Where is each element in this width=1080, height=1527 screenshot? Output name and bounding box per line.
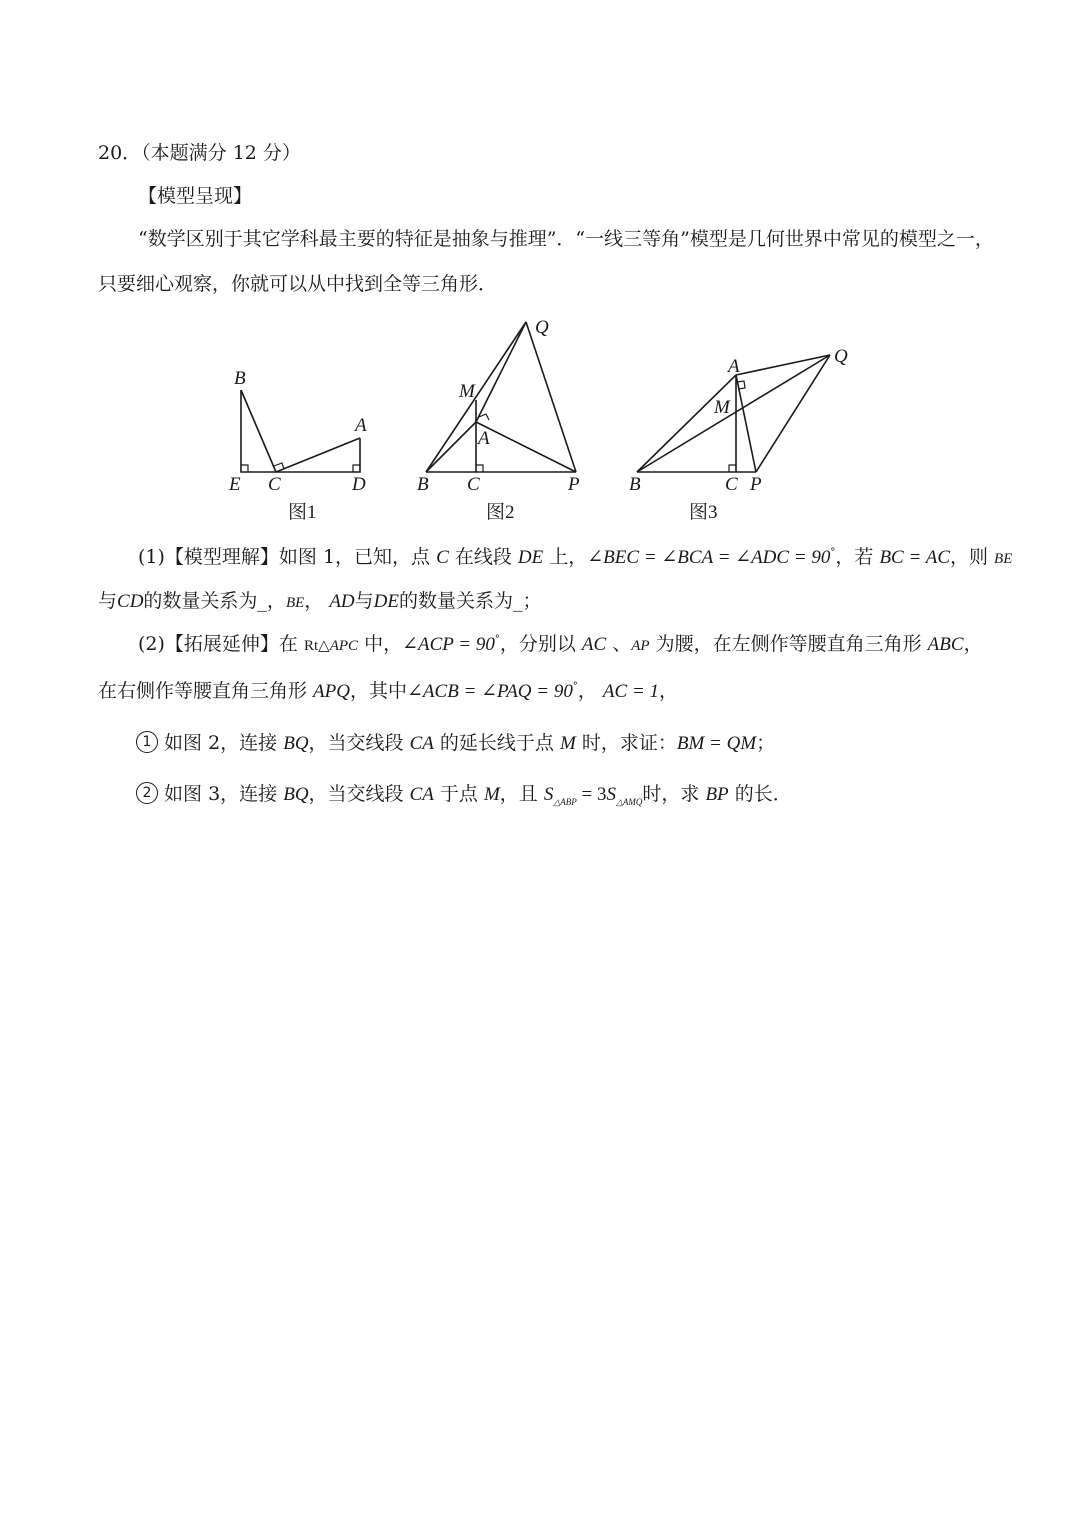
fig2-label-b: B (417, 474, 429, 495)
sub2-area-amq: S (606, 784, 616, 805)
part2-text: 、 (606, 633, 632, 655)
sub2-ca: CA (409, 784, 434, 805)
sub1-text: ； (756, 732, 776, 754)
part1-bc-eq-ac: BC = AC (879, 547, 950, 568)
sub2-text: ，当交线段 (308, 783, 410, 805)
part1-text: 的数量关系为_， (143, 590, 286, 612)
sub2-text: 的长． (728, 783, 792, 805)
part1-angle-equation: ∠BEC = ∠BCA = ∠ADC = 90 (587, 547, 831, 568)
figure-2 (426, 322, 576, 472)
part1-text: 上， (543, 546, 588, 568)
part2-abc: ABC (927, 634, 964, 655)
part2-apc: APC (329, 638, 359, 654)
part2-text: ， (659, 680, 679, 702)
part1-segment-de: DE (517, 547, 544, 568)
sub2-area-abp: S (543, 784, 554, 805)
part2-ap: AP (631, 638, 650, 654)
sub2-text: 于点 (433, 783, 484, 805)
part1-text: 在线段 (448, 546, 518, 568)
fig3-label-m: M (714, 397, 730, 418)
part2-text: 中， (358, 633, 403, 655)
sub1-text: 如图 2，连接 (164, 732, 284, 754)
part2-ac-eq-1: AC = 1 (602, 681, 660, 702)
degree-symbol: ° (572, 681, 578, 692)
fig3-label-q: Q (834, 346, 848, 367)
fig1-label-a: A (355, 415, 367, 436)
fig1-label-c: C (268, 474, 281, 495)
part2-text: ， (963, 633, 983, 655)
part2-line1 (138, 632, 983, 660)
circled-number-1: 1 (136, 731, 158, 753)
subquestion-1 (136, 731, 775, 756)
intro-line-2: 只要细心观察，你就可以从中找到全等三角形． (98, 273, 498, 295)
fig3-label-b: B (629, 474, 641, 495)
part1-cd: CD (117, 591, 144, 612)
sub1-text: ，当交线段 (308, 732, 410, 754)
part2-text: 为腰，在左侧作等腰直角三角形 (649, 633, 928, 655)
circled-number-2: 2 (136, 782, 158, 804)
part1-text: 的数量关系为_； (399, 590, 542, 612)
degree-symbol: ° (830, 547, 836, 558)
sub2-text: 如图 3，连接 (164, 783, 284, 805)
part1-line2 (98, 589, 542, 615)
fig2-label-q: Q (535, 317, 549, 338)
part2-angle-acb-paq: ∠ACB = ∠PAQ = 90 (407, 681, 573, 702)
subquestion-2 (136, 782, 792, 809)
sub1-bq: BQ (283, 733, 309, 754)
sub1-ca: CA (409, 733, 434, 754)
part2-text: 在右侧作等腰直角三角形 (98, 680, 314, 702)
sub1-bm-eq-qm: BM = QM (676, 733, 757, 754)
part1-text: ，则 (950, 546, 995, 568)
sub2-text: 时，求 (642, 783, 706, 805)
figures-panel (0, 0, 1080, 540)
sub2-equals-3: = 3 (576, 784, 607, 805)
part1-point-c: C (436, 547, 449, 568)
part1-be-2: BE (285, 595, 305, 611)
sub2-m: M (483, 784, 500, 805)
fig1-label-d: D (352, 474, 366, 495)
sub2-bq: BQ (283, 784, 309, 805)
fig3-label-a: A (728, 356, 740, 377)
part2-prefix: (2)【拓展延伸】在 (138, 633, 304, 655)
fig1-label-b: B (234, 368, 246, 389)
fig2-label-m: M (459, 381, 475, 402)
sub2-bp: BP (705, 784, 729, 805)
fig2-label-p: P (568, 474, 580, 495)
part2-text: ，分别以 (499, 633, 582, 655)
fig3-label-p: P (750, 474, 762, 495)
part1-text: ，若 (835, 546, 880, 568)
part2-text: ，其中 (349, 680, 407, 702)
sub2-area-amq-subscript: △AMQ (615, 797, 643, 807)
sub2-text: ，且 (499, 783, 544, 805)
part1-prefix: (1)【模型理解】如图 1，已知，点 (138, 546, 437, 568)
fig1-label-e: E (229, 474, 241, 495)
intro-line-1: “数学区别于其它学科最主要的特征是抽象与推理”．“一线三等角”模型是几何世界中常见的模型之一， (138, 228, 994, 250)
part1-text: 与 (354, 590, 374, 612)
part1-de-2: DE (373, 591, 399, 612)
question-header: 20．（本题满分 12 分） (98, 142, 301, 164)
sub1-text: 的延长线于点 (433, 732, 560, 754)
part2-rt: Rt△ (303, 638, 330, 654)
part2-line2 (98, 679, 678, 707)
part1-line1 (138, 545, 1012, 573)
figure-1 (241, 390, 360, 472)
part1-be: BE (994, 551, 1013, 567)
part1-text: ， (304, 590, 324, 612)
degree-symbol: ° (494, 634, 500, 645)
part2-text: ， (577, 680, 597, 702)
sub2-area-abp-subscript: △ABP (553, 797, 577, 807)
part2-ac: AC (581, 634, 607, 655)
sub1-m: M (559, 733, 576, 754)
section-title: 【模型呈现】 (138, 185, 253, 207)
fig2-label-c: C (467, 474, 480, 495)
fig2-caption: 图2 (486, 502, 515, 523)
fig1-caption: 图1 (288, 502, 317, 523)
part2-angle-acp: ∠ACP = 90 (402, 634, 495, 655)
fig2-label-a: A (478, 428, 490, 449)
fig3-label-c: C (725, 474, 738, 495)
part1-ad: AD (329, 591, 355, 612)
sub1-text: 时，求证： (575, 732, 677, 754)
part2-apq: APQ (313, 681, 350, 702)
fig3-caption: 图3 (689, 502, 718, 523)
part1-text: 与 (98, 590, 118, 612)
